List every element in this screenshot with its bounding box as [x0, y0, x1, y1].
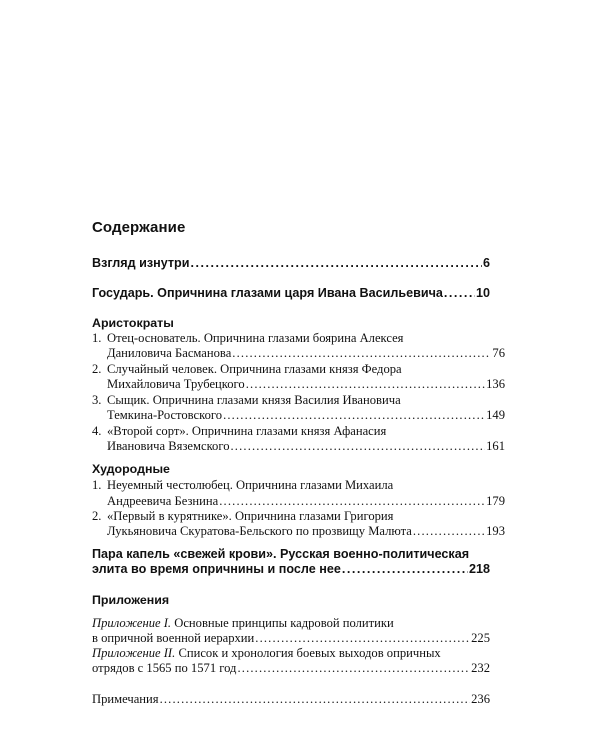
toc-entry-aristocrat-1-line2[interactable]	[92, 345, 505, 361]
entry-text: Пара капель «свежей крови». Русская военно-политическая	[92, 547, 470, 561]
entry-text: Михайловича Трубецкого	[107, 377, 245, 391]
toc-entry-fresh-blood-line1[interactable]	[92, 546, 490, 562]
leader-dots	[255, 630, 470, 646]
page-number: 76	[492, 346, 505, 360]
toc-entry-aristocrat-3-line2[interactable]	[92, 407, 505, 423]
leader-dots	[237, 660, 470, 676]
entry-text: Примечания	[92, 692, 159, 706]
entry-text: Государь. Опричнина глазами царя Ивана Васильевича	[92, 286, 443, 300]
toc-entry-aristocrat-3-line1[interactable]	[92, 392, 505, 408]
appendix-label: Приложение II.	[92, 646, 176, 660]
entry-text: в опричной военной иерархии	[92, 631, 255, 645]
toc-entry-lowborn-2-line1[interactable]	[92, 508, 505, 524]
entry-text: Отец-основатель. Опричнина глазами боярина Алексея	[107, 331, 404, 345]
toc-entry-aristocrat-2-line2[interactable]	[92, 376, 505, 392]
entry-number: 2.	[92, 362, 102, 376]
leader-dots	[223, 407, 485, 423]
toc-entry-lowborn-1-line2[interactable]	[92, 493, 505, 509]
entry-text: Темкина-Ростовского	[107, 408, 223, 422]
leader-dots	[219, 493, 485, 509]
page-title: Содержание	[92, 219, 186, 236]
toc-entry-lowborn-2-line2[interactable]	[92, 523, 505, 539]
section-heading-lowborn: Худородные	[92, 462, 170, 476]
entry-text: отрядов с 1565 по 1571 год	[92, 661, 237, 675]
entry-text: элита во время опричнины и после нее	[92, 562, 341, 576]
toc-entry-fresh-blood-line2[interactable]	[92, 561, 490, 577]
toc-entry-aristocrat-2-line1[interactable]	[92, 361, 505, 377]
section-heading-aristocrats: Аристократы	[92, 316, 174, 330]
toc-entry-aristocrat-4-line1[interactable]	[92, 423, 505, 439]
entry-number: 4.	[92, 424, 102, 438]
page-number: 225	[471, 631, 490, 645]
leader-dots	[342, 561, 468, 577]
page-number: 232	[471, 661, 490, 675]
entry-number: 2.	[92, 509, 102, 523]
toc-entry-appendix-1-line1[interactable]	[92, 615, 490, 631]
page-number: 10	[475, 286, 490, 300]
entry-text: Неуемный честолюбец. Опричнина глазами Михаила	[107, 478, 394, 492]
entry-number: 3.	[92, 393, 102, 407]
entry-text: Сыщик. Опричнина глазами князя Василия Ивановича	[107, 393, 401, 407]
entry-text: Андреевича Безнина	[107, 494, 219, 508]
entry-text: Взгляд изнутри	[92, 256, 190, 270]
entry-text: Ивановича Вяземского	[107, 439, 230, 453]
leader-dots	[246, 376, 485, 392]
toc-entry-aristocrat-1-line1[interactable]	[92, 330, 505, 346]
page-number: 193	[486, 524, 505, 538]
page-number: 218	[468, 562, 490, 576]
leader-dots	[444, 285, 475, 301]
page-number: 236	[471, 692, 490, 706]
leader-dots	[191, 255, 482, 271]
section-heading-appendices: Приложения	[92, 593, 170, 607]
leader-dots	[413, 523, 485, 539]
toc-entry-notes[interactable]	[92, 691, 490, 707]
toc-entry-sovereign[interactable]	[92, 285, 490, 301]
entry-text: Список и хронология боевых выходов опричных	[178, 646, 441, 660]
entry-number: 1.	[92, 478, 102, 492]
entry-text: Лукьяновича Скуратова-Бельского по прозвищу Малюта	[107, 524, 412, 538]
page-number: 6	[482, 256, 490, 270]
entry-number: 1.	[92, 331, 102, 345]
leader-dots	[231, 438, 486, 454]
toc-entry-appendix-1-line2[interactable]	[92, 630, 490, 646]
page-number: 161	[486, 439, 505, 453]
page-number: 149	[486, 408, 505, 422]
leader-dots	[160, 691, 471, 707]
page-number: 179	[486, 494, 505, 508]
toc-entry-appendix-2-line2[interactable]	[92, 660, 490, 676]
toc-entry-lowborn-1-line1[interactable]	[92, 477, 505, 493]
page-number: 136	[486, 377, 505, 391]
toc-entry-aristocrat-4-line2[interactable]	[92, 438, 505, 454]
entry-text: «Первый в курятнике». Опричнина глазами Григория	[107, 509, 394, 523]
toc-entry-appendix-2-line1[interactable]	[92, 645, 490, 661]
entry-text: Даниловича Басманова	[107, 346, 232, 360]
entry-text: «Второй сорт». Опричнина глазами князя Афанасия	[107, 424, 387, 438]
toc-entry-inside[interactable]	[92, 255, 490, 271]
appendix-label: Приложение I.	[92, 616, 172, 630]
leader-dots	[232, 345, 491, 361]
entry-text: Случайный человек. Опричнина глазами князя Федора	[107, 362, 402, 376]
entry-text: Основные принципы кадровой политики	[174, 616, 394, 630]
